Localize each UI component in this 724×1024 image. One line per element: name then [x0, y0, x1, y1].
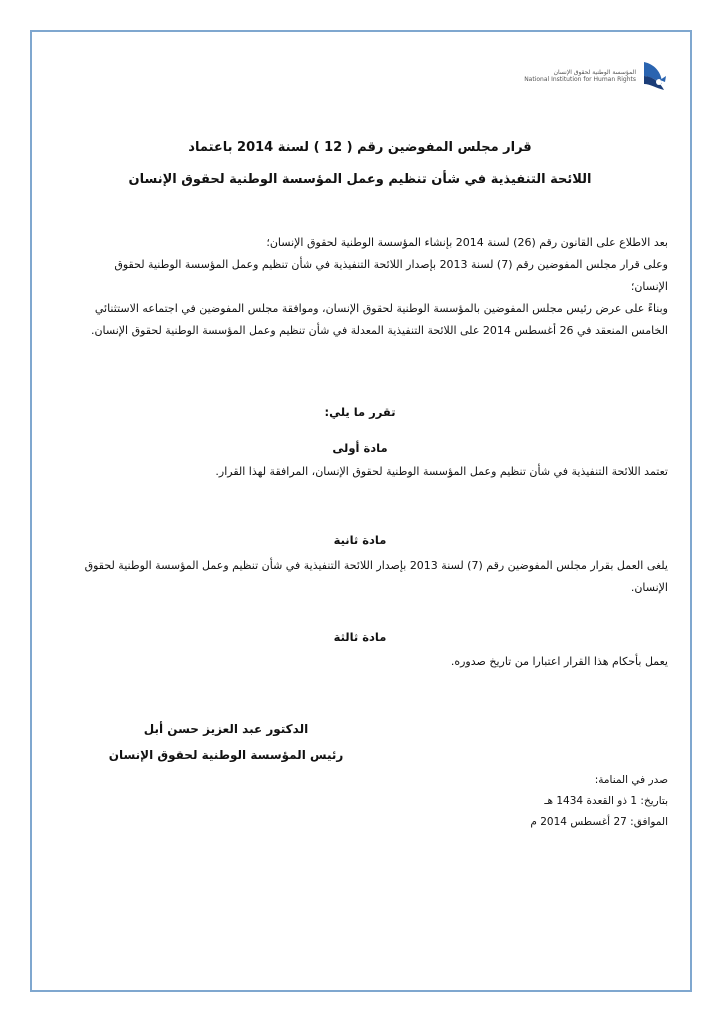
article-1-heading: مادة أولى: [332, 441, 388, 455]
article-1-body: [78, 461, 668, 483]
logo-text: [524, 68, 636, 83]
article-3-text: يعمل بأحكام هذا القرار اعتبارا من تاريخ صدوره.: [450, 655, 668, 668]
issuance-gregorian-date: الموافق: 27 أغسطس 2014 م: [530, 816, 668, 828]
preamble-clause-2: وعلى قرار مجلس المفوضين رقم (7) لسنة 2013 بإصدار اللائحة التنفيذية في شأن تنظيم وعمل المؤسسة الوطنية لحقوق الإنسان؛: [114, 258, 668, 293]
logo-emblem-icon: [640, 58, 668, 94]
article-3-body: [78, 651, 668, 673]
decision-title-line1: قرار مجلس المفوضين رقم ( 12 ) لسنة 2014 باعتماد: [188, 140, 532, 155]
article-2-text: يلغى العمل بقرار مجلس المفوضين رقم (7) لسنة 2013 بإصدار اللائحة التنفيذية في شأن تنظيم وعمل المؤسسة الوطنية لحقوق الإنسان.: [84, 559, 668, 594]
decision-heading: تقرر ما يلي:: [324, 405, 396, 419]
logo-text-arabic: المؤسسة الوطنية لحقوق الإنسان: [553, 68, 636, 76]
decision-title-line2: اللائحة التنفيذية في شأن تنظيم وعمل المؤسسة الوطنية لحقوق الإنسان: [128, 172, 592, 187]
preamble-clause-3: وبناءً على عرض رئيس مجلس المفوضين بالمؤسسة الوطنية لحقوق الإنسان، وموافقة مجلس المفوضين في اجتماعه الاستثنائي الخامس المنعقد في 26 أغسطس 2014 على اللائحة التنفيذية المعدلة في شأن تنظيم وعمل المؤسسة الوطنية لحقوق الإنسان.: [90, 302, 668, 337]
institution-logo: [524, 58, 668, 94]
article-2-body: [78, 555, 668, 599]
issuance-hijri-date: بتاريخ: 1 ذو القعدة 1434 هـ: [544, 795, 668, 807]
article-1-text: تعتمد اللائحة التنفيذية في شأن تنظيم وعمل المؤسسة الوطنية لحقوق الإنسان، المرافقة لهذا القرار.: [215, 465, 668, 478]
preamble-clause-1: بعد الاطلاع على القانون رقم (26) لسنة 2014 بإنشاء المؤسسة الوطنية لحقوق الإنسان؛: [266, 236, 668, 249]
signatory-name: الدكتور عبد العزيز حسن أبل: [143, 722, 309, 736]
article-3-heading: مادة ثالثة: [333, 630, 387, 644]
issuance-place: صدر في المنامة:: [594, 774, 668, 786]
signatory-position: رئيس المؤسسة الوطنية لحقوق الإنسان: [108, 748, 344, 762]
logo-text-english: National Institution for Human Rights: [524, 76, 636, 83]
issuance-info: [300, 770, 668, 833]
preamble: [78, 232, 668, 342]
article-2-heading: مادة ثانية: [333, 533, 387, 547]
